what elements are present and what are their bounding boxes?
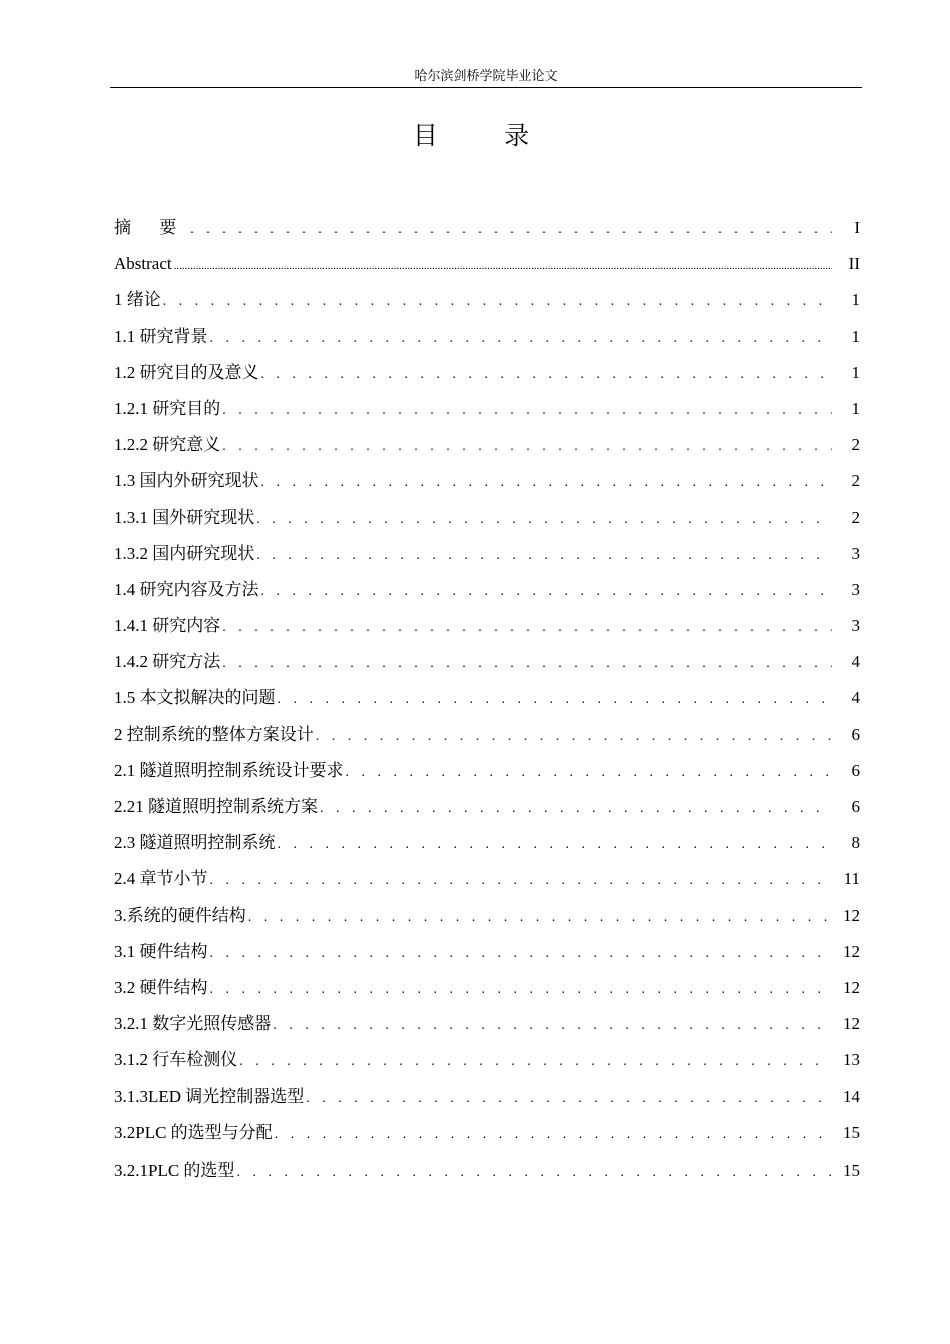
toc-entry[interactable] xyxy=(114,463,860,499)
toc-page-number: 2 xyxy=(851,435,860,455)
toc-entry[interactable] xyxy=(114,355,860,391)
running-header: 哈尔滨剑桥学院毕业论文 xyxy=(414,68,558,83)
toc-dot-leader xyxy=(346,755,833,791)
toc-page-number: 3 xyxy=(851,579,860,599)
toc-entry[interactable] xyxy=(114,500,860,536)
toc-dot-leader xyxy=(306,1081,832,1117)
toc-entry-label: 2 控制系统的整体方案设计 xyxy=(114,724,314,744)
toc-page-number: 6 xyxy=(851,797,860,816)
toc-dot-leader xyxy=(256,538,832,574)
toc-entry[interactable] xyxy=(114,1079,860,1115)
toc-dot-leader xyxy=(256,502,832,538)
toc-entry[interactable] xyxy=(114,608,860,644)
toc-page-number: 1 xyxy=(851,362,860,382)
toc-dot-leader xyxy=(239,1044,832,1080)
toc-entry[interactable] xyxy=(114,319,860,355)
toc-entry-label: 2.1 隧道照明控制系统设计要求 xyxy=(114,760,344,780)
toc-dot-leader xyxy=(222,610,832,646)
toc-page-number: 2 xyxy=(851,471,860,491)
toc-entry[interactable] xyxy=(114,680,860,716)
toc-entry[interactable] xyxy=(114,753,860,789)
toc-entry[interactable] xyxy=(114,1115,860,1151)
toc-entry[interactable] xyxy=(114,644,860,680)
toc-entry[interactable] xyxy=(114,572,860,608)
toc-page-number: 13 xyxy=(843,1050,860,1070)
toc-page-number: 15 xyxy=(843,1122,860,1142)
toc-entry-label: 3.2PLC 的选型与分配 xyxy=(114,1122,273,1142)
toc-entry-label: 3.2.1 数字光照传感器 xyxy=(114,1014,272,1034)
toc-dot-leader xyxy=(261,465,833,501)
toc-entry-label: 3.1.3LED 调光控制器选型 xyxy=(114,1086,305,1106)
toc-entry-label: 1.5 本文拟解决的问题 xyxy=(114,688,276,708)
toc-dot-leader xyxy=(163,284,832,320)
toc-dot-leader xyxy=(210,972,833,1008)
toc-entry-label: Abstract xyxy=(114,254,172,274)
toc-dot-leader xyxy=(278,682,833,718)
toc-page-number: 8 xyxy=(851,833,860,853)
toc-entry-label: 1 绪论 xyxy=(114,290,161,310)
toc-dot-leader xyxy=(248,900,832,936)
toc-page-number: 12 xyxy=(843,905,860,925)
toc-page-number: 15 xyxy=(843,1160,860,1180)
toc-entry[interactable] xyxy=(114,789,860,825)
toc-title: 目 录 xyxy=(412,123,560,150)
toc-entry-label: 1.1 研究背景 xyxy=(114,326,208,346)
toc-page-number: 3 xyxy=(851,543,860,563)
toc-entry-label: 2.21 隧道照明控制系统方案 xyxy=(114,797,318,816)
toc-entry-label: 3.2.1PLC 的选型 xyxy=(114,1160,235,1180)
toc-dot-leader xyxy=(236,1155,832,1191)
toc-dot-leader xyxy=(190,212,832,248)
toc-entry[interactable] xyxy=(114,1006,860,1042)
toc-page-number: 1 xyxy=(851,290,860,310)
toc-entry-label: 1.2.1 研究目的 xyxy=(114,398,221,418)
toc-entry-label: 1.2 研究目的及意义 xyxy=(114,362,259,382)
toc-entry[interactable] xyxy=(114,861,860,897)
toc-entry-abstract-en[interactable] xyxy=(114,246,860,282)
toc-entry[interactable] xyxy=(114,970,860,1006)
toc-entry-label: 3.1 硬件结构 xyxy=(114,941,208,961)
toc-dot-leader xyxy=(261,574,833,610)
toc-entry-label: 1.4.1 研究内容 xyxy=(114,616,221,636)
toc-entry[interactable] xyxy=(114,825,860,861)
toc-entry[interactable] xyxy=(114,427,860,463)
toc-entry-label: 1.4.2 研究方法 xyxy=(114,652,221,672)
toc-entry[interactable] xyxy=(114,282,860,318)
toc-entry-label: 1.4 研究内容及方法 xyxy=(114,579,259,599)
toc-entry-label: 1.3.2 国内研究现状 xyxy=(114,543,255,563)
toc-entry-label: 1.3.1 国外研究现状 xyxy=(114,507,255,527)
toc-entry-abstract-cn[interactable] xyxy=(114,210,860,246)
toc-entry-label: 3.系统的硬件结构 xyxy=(114,905,246,925)
toc-entry-label: 2.4 章节小节 xyxy=(114,869,208,889)
toc-dot-leader xyxy=(222,646,832,682)
toc-entry-label: 摘 要 xyxy=(114,218,189,237)
toc-dot-leader xyxy=(316,719,832,755)
toc-dot-leader xyxy=(320,791,832,827)
toc-entry[interactable] xyxy=(114,717,860,753)
toc-dot-leader xyxy=(278,827,833,863)
toc-page-number: 14 xyxy=(843,1086,860,1106)
toc-page-number: 6 xyxy=(851,724,860,744)
toc-page-number: I xyxy=(854,218,860,237)
toc-page-number: 2 xyxy=(851,507,860,527)
toc-dot-leader xyxy=(210,863,833,899)
toc-page-number: II xyxy=(848,254,860,274)
toc-page-number: 4 xyxy=(851,652,860,672)
toc-page-number: 4 xyxy=(851,688,860,708)
toc-entry[interactable] xyxy=(114,898,860,934)
toc-dot-leader xyxy=(210,321,833,357)
toc-entry-label: 3.2 硬件结构 xyxy=(114,977,208,997)
toc-page-number: 1 xyxy=(851,326,860,346)
toc-entry[interactable] xyxy=(114,1153,860,1189)
toc-dot-leader xyxy=(174,248,832,284)
toc-page-number: 11 xyxy=(843,869,860,889)
toc-dot-leader xyxy=(210,936,833,972)
toc-entry[interactable] xyxy=(114,391,860,427)
toc-page-number: 12 xyxy=(843,941,860,961)
header-divider xyxy=(110,87,862,88)
toc-page-number: 3 xyxy=(851,616,860,636)
toc-page-number: 12 xyxy=(843,1014,860,1034)
toc-entry-label: 2.3 隧道照明控制系统 xyxy=(114,833,276,853)
toc-dot-leader xyxy=(275,1117,832,1153)
toc-entry[interactable] xyxy=(114,1042,860,1078)
toc-entry[interactable] xyxy=(114,536,860,572)
toc-entry-label: 1.3 国内外研究现状 xyxy=(114,471,259,491)
toc-dot-leader xyxy=(261,357,833,393)
toc-dot-leader xyxy=(222,393,832,429)
toc-entry-label: 1.2.2 研究意义 xyxy=(114,435,221,455)
toc-page-number: 6 xyxy=(851,760,860,780)
toc-entry[interactable] xyxy=(114,934,860,970)
toc-page-number: 1 xyxy=(851,398,860,418)
toc-dot-leader xyxy=(222,429,832,465)
toc-entry-label: 3.1.2 行车检测仪 xyxy=(114,1050,238,1070)
toc-page-number: 12 xyxy=(843,977,860,997)
table-of-contents xyxy=(114,210,860,1189)
toc-dot-leader xyxy=(273,1008,832,1044)
